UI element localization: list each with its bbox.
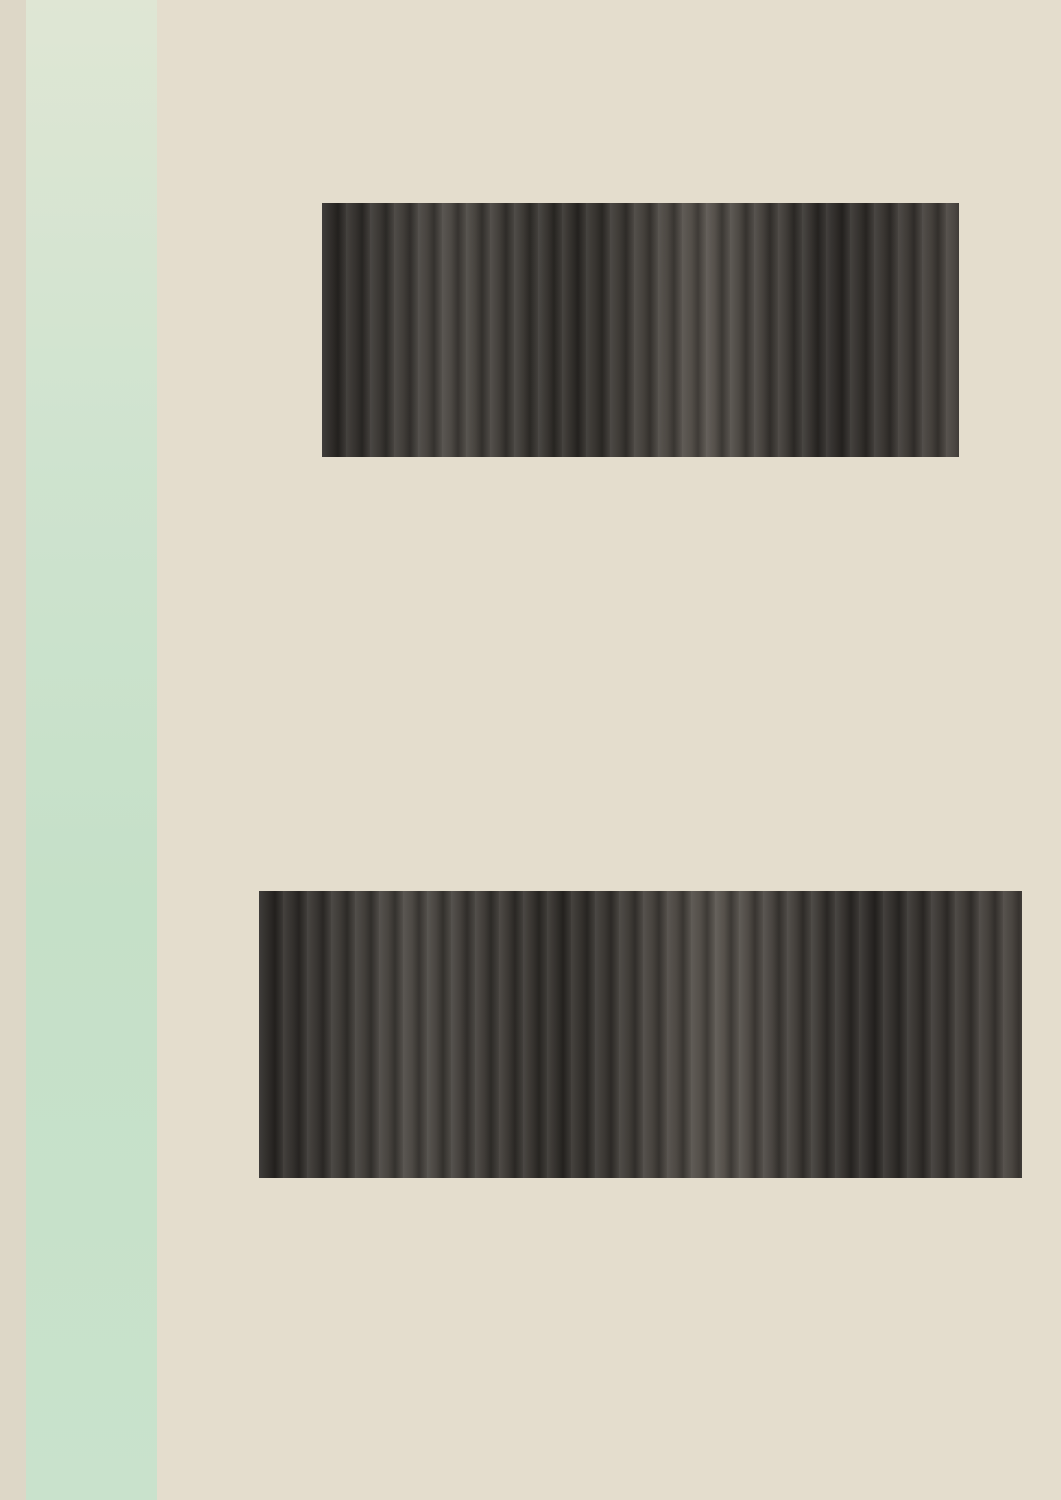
curtain-backdrop bbox=[259, 891, 1022, 1178]
page-edge bbox=[0, 0, 26, 1500]
bottom-group-photo bbox=[259, 891, 1022, 1178]
decorative-green-band bbox=[26, 0, 157, 1500]
curtain-backdrop bbox=[322, 203, 959, 457]
top-group-photo bbox=[322, 203, 959, 457]
